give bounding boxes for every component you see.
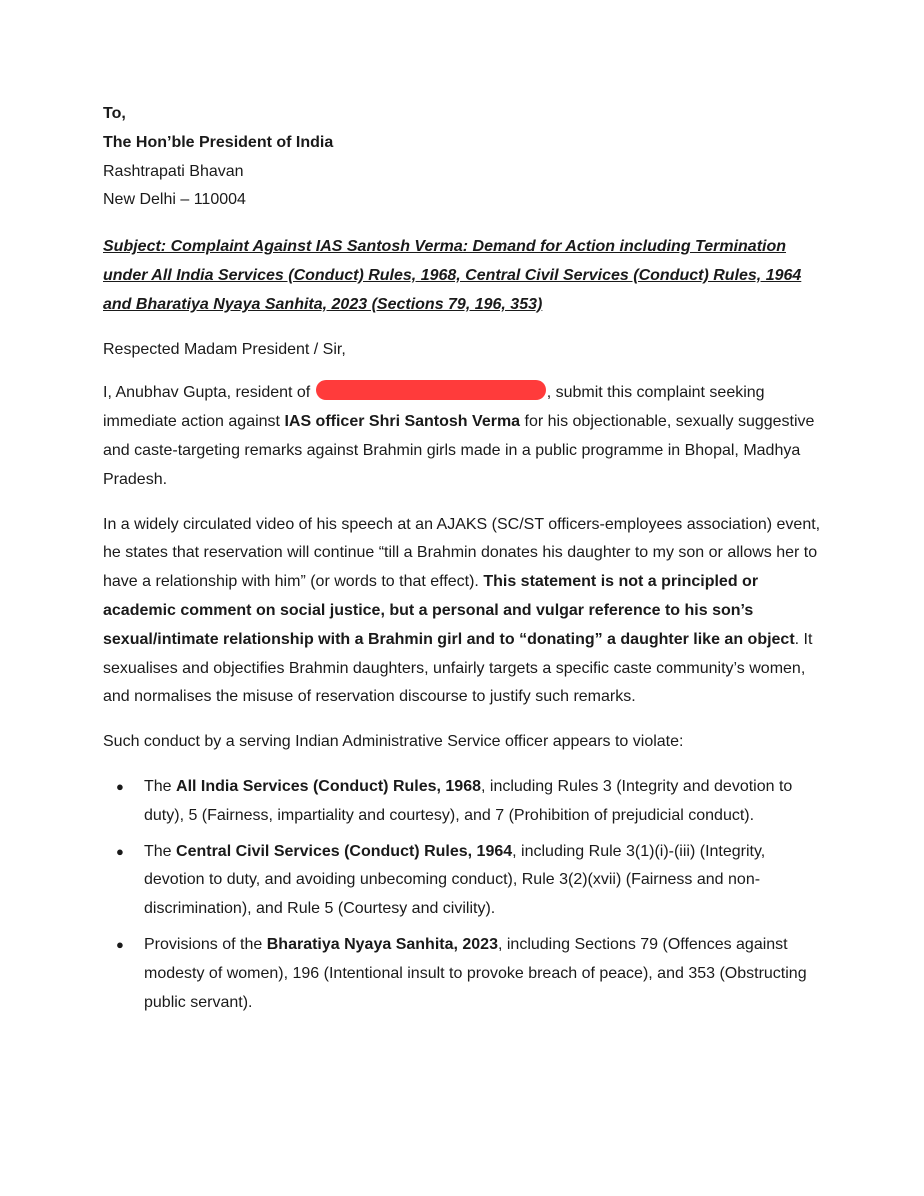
subject-line: Subject: Complaint Against IAS Santosh Verma: Demand for Action including Termination under All India Services (Conduct) Rules, 1968, Central Civil Services (Conduct) Rules, 1964 and Bharatiya Nyaya Sanhita, 2023 (Sections 79, 196, 353) bbox=[103, 238, 802, 313]
address-line-2: New Delhi – 110004 bbox=[103, 191, 246, 209]
para1-text-a: I, Anubhav Gupta, resident of bbox=[103, 384, 315, 402]
address-recipient: The Hon’ble President of India bbox=[103, 133, 334, 151]
list-item bbox=[103, 773, 824, 831]
list-item bbox=[103, 931, 824, 1017]
salutation: Respected Madam President / Sir, bbox=[103, 340, 346, 358]
paragraph-statement bbox=[103, 511, 824, 713]
para1-bold: IAS officer Shri Santosh Verma bbox=[284, 413, 521, 431]
violations-list bbox=[103, 773, 824, 1017]
para2-text-a: In a widely circulated video of his speech at an AJAKS (SC/ST officers-employees association) event, he states that reservation will continue “till a Brahmin donates his daughter to my son or allows her to have a relationship with him” (or words to that effect). bbox=[103, 515, 821, 591]
bullet-bold: Central Civil Services (Conduct) Rules, 1964 bbox=[176, 842, 513, 860]
para2-bold: This statement is not a principled or academic comment on social justice, but a personal and vulgar reference to his son’s sexual/intimate relationship with a Brahmin girl and to “donating” a daughter like an object bbox=[103, 573, 795, 648]
para2-text-b: . It sexualises and objectifies Brahmin daughters, unfairly targets a specific caste community’s women, and normalises the misuse of reservation discourse to justify such remarks. bbox=[103, 630, 813, 706]
para1-text-b: , submit this complaint seeking immediate action against bbox=[103, 384, 765, 431]
bullet-icon: ● bbox=[116, 936, 124, 952]
bullet-post: , including Sections 79 (Offences against modesty of women), 196 (Intentional insult to provoke breach of peace), and 353 (Obstructing public servant). bbox=[144, 935, 807, 1011]
bullet-pre: The bbox=[144, 842, 177, 860]
paragraph-complainant bbox=[103, 379, 824, 494]
address-line-1: Rashtrapati Bhavan bbox=[103, 162, 244, 180]
bullet-bold: Bharatiya Nyaya Sanhita, 2023 bbox=[266, 935, 498, 953]
recipient-address bbox=[103, 100, 824, 215]
para1-text-c: for his objectionable, sexually suggestive and caste-targeting remarks against Brahmin girls made in a public programme in Bhopal, Madhya Pradesh. bbox=[103, 413, 815, 488]
list-item bbox=[103, 838, 824, 924]
redaction-mark bbox=[316, 380, 546, 400]
bullet-post: , including Rules 3 (Integrity and devotion to duty), 5 (Fairness, impartiality and courtesy), and 7 (Prohibition of prejudicial conduct). bbox=[144, 777, 793, 824]
bullet-pre: The bbox=[144, 777, 177, 795]
bullet-pre: Provisions of the bbox=[144, 935, 267, 953]
bullet-icon: ● bbox=[116, 778, 124, 794]
paragraph-violations-intro: Such conduct by a serving Indian Administrative Service officer appears to violate: bbox=[103, 733, 684, 751]
bullet-icon: ● bbox=[116, 843, 124, 859]
bullet-bold: All India Services (Conduct) Rules, 1968 bbox=[176, 777, 481, 795]
address-to: To, bbox=[103, 105, 126, 122]
bullet-post: , including Rule 3(1)(i)-(iii) (Integrity, devotion to duty, and avoiding unbecoming conduct), Rule 3(2)(xvii) (Fairness and non-discrimination), and Rule 5 (Courtesy and civility). bbox=[144, 842, 766, 918]
